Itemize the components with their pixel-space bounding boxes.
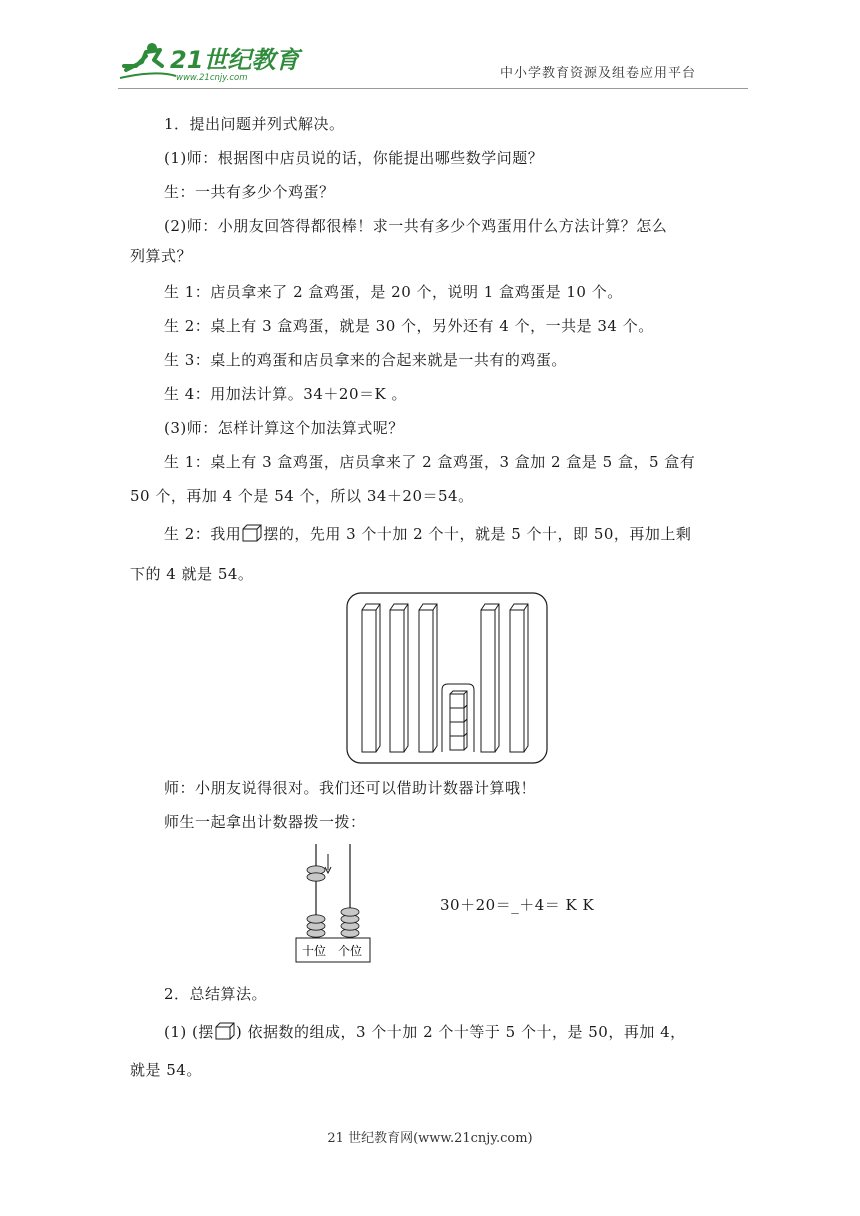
- tens-place-label: 十位: [301, 944, 327, 958]
- abacus-equation: [440, 894, 594, 915]
- runner-logo-icon: [116, 40, 300, 84]
- cube-icon: [242, 524, 262, 542]
- question-3: (3)师：怎样计算这个加法算式呢？: [164, 419, 404, 437]
- answer-1: 生：一共有多少个鸡蛋？: [164, 183, 335, 201]
- method-2-suffix: 摆的，先用 3 个十加 2 个十，就是 5 个十，即 50，再加上剩: [263, 525, 692, 543]
- question-1: (1)师：根据图中店员说的话，你能提出哪些数学问题？: [164, 149, 544, 167]
- section-2-title: 2．总结算法。: [164, 985, 268, 1003]
- page-footer: 21 世纪教育网(www.21cnjy.com): [327, 1131, 533, 1146]
- summary-1-suffix: ) 依据数的组成，3 个十加 2 个十等于 5 个十，是 50，再加 4，: [235, 1023, 686, 1041]
- student-3-answer: 生 3：桌上的鸡蛋和店员拿来的合起来就是一共有的鸡蛋。: [164, 351, 567, 369]
- method-1-line-2: 50 个，再加 4 个是 54 个，所以 34＋20＝54。: [130, 487, 474, 505]
- ten-rod: [419, 604, 437, 752]
- base-ten-blocks-svg: [346, 592, 548, 764]
- teacher-instruction: 师生一起拿出计数器拨一拨：: [164, 813, 366, 831]
- method-1-line-1: 生 1：桌上有 3 盒鸡蛋，店员拿来了 2 盒鸡蛋，3 盒加 2 盒是 5 盒，5 盒有: [164, 453, 696, 471]
- teacher-comment: 师：小朋友说得很对。我们还可以借助计数器计算哦！: [164, 779, 537, 797]
- ten-rod: [390, 604, 408, 752]
- equation-end: ＋4＝ K K: [519, 896, 595, 914]
- student-2-answer: 生 2：桌上有 3 盒鸡蛋，就是 30 个，另外还有 4 个，一共是 34 个。: [164, 317, 654, 335]
- summary-1-prefix: (1) (摆: [164, 1023, 214, 1041]
- method-2-prefix: 生 2：我用: [164, 525, 242, 543]
- equation-blank: _: [511, 896, 520, 914]
- summary-1-line-1: [164, 1021, 686, 1042]
- unit-cube: [450, 691, 467, 708]
- base-ten-blocks-figure: [346, 592, 548, 764]
- equation-start: 30＋20＝: [440, 896, 512, 914]
- ones-bead: [341, 908, 359, 916]
- cube-icon: [215, 1022, 235, 1040]
- logo-url: www.21cnjy.com: [176, 73, 248, 83]
- counting-frame-svg: [294, 842, 374, 964]
- method-2-line-2: 下的 4 就是 54。: [130, 565, 254, 583]
- header-divider: [118, 88, 748, 89]
- tens-bead: [307, 873, 325, 881]
- ten-rod: [510, 604, 528, 752]
- ten-rod: [362, 604, 380, 752]
- counting-frame-figure: [294, 842, 374, 964]
- question-2-line-1: (2)师：小朋友回答得都很棒！求一共有多少个鸡蛋用什么方法计算？怎么: [164, 217, 668, 235]
- student-1-answer: 生 1：店员拿来了 2 盒鸡蛋，是 20 个，说明 1 盒鸡蛋是 10 个。: [164, 283, 623, 301]
- logo-text: 21世纪教育: [170, 46, 300, 74]
- student-4-answer: 生 4：用加法计算。34＋20＝K 。: [164, 385, 407, 403]
- tens-bead: [307, 915, 325, 923]
- question-2-line-2: 列算式？: [130, 247, 193, 265]
- section-1-title: 1．提出问题并列式解决。: [164, 115, 345, 133]
- method-2-line-1: [164, 523, 691, 544]
- summary-1-line-2: 就是 54。: [130, 1061, 202, 1079]
- platform-name: 中小学教育资源及组卷应用平台: [500, 66, 697, 81]
- ten-rod: [481, 604, 499, 752]
- ones-place-label: 个位: [337, 944, 363, 958]
- site-logo: [116, 40, 300, 84]
